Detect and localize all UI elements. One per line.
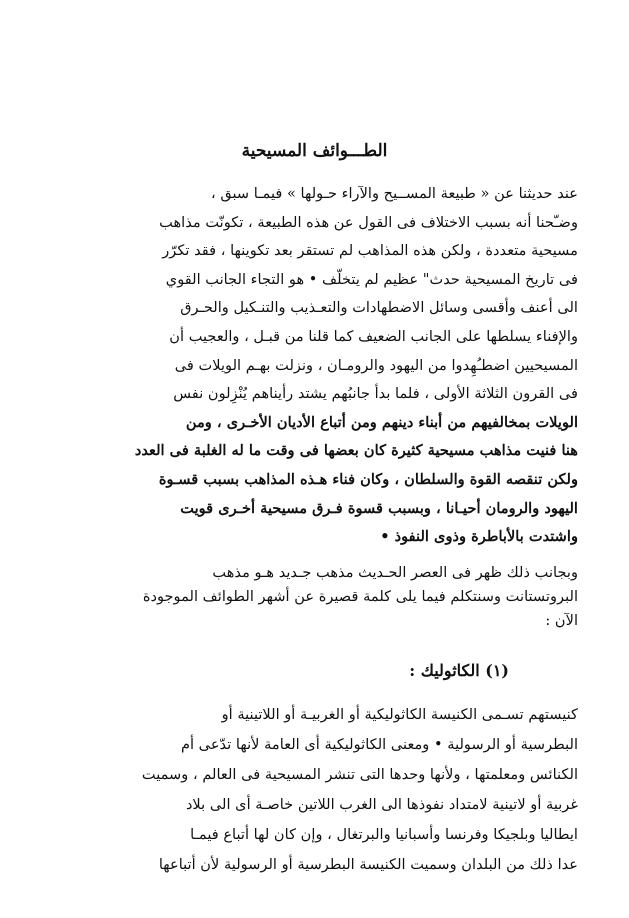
catholic-paragraph <box>22 700 578 880</box>
page-title: الطـــوائف المسيحية <box>241 141 388 161</box>
text-line: والإفناء يسلطها على الجانب الضعيف كما قلنا من قبـل ، والعجيب أن <box>169 327 578 345</box>
text-line: مسيحية متعددة ، ولكن هذه المذاهب لم تستقر بعد تكوينها ، فقد تكرّر <box>162 242 578 260</box>
text-line: البروتستانت وسنتكلم فيما يلى كلمة قصيرة عن أشهر الطوائف الموجودة <box>142 588 578 605</box>
text-line: واشتدت بالأباطرة وذوى النفوذ • <box>380 528 578 546</box>
catholic-heading: (١) الكاثوليك : <box>409 661 509 680</box>
text-line: فى تاريخ المسيحية حدث" عظيم لم يتخلّف • هو التجاء الجانب القوي <box>165 270 578 288</box>
text-line: كنيستهم تسـمى الكنيسة الكاثوليكية أو الغربيـة أو اللاتينية أو <box>221 706 578 723</box>
text-line: عند حديثنا عن « طبيعة المســيح والآراء حـولها » فيمـا سبق ، <box>211 185 578 202</box>
text-line: ولكن تنقصه القوة والسلطان ، وكان فناء هـذه المذاهب بسبب قسـوة <box>158 470 578 488</box>
text-line: المسيحيين اضطـُهِدوا من اليهود والرومـان ، ونزلت بهـم الويلات فى <box>174 356 578 374</box>
protestant-paragraph <box>22 561 578 633</box>
text-line: اليهود والرومان أحيـانا ، وبسبب قسوة فـرق مسيحية أخـرى قويت <box>180 499 578 517</box>
text-line: الويلات بمخالفيهم من أبناء دينهم ومن أتباع الأديان الأخـرى ، ومن <box>185 413 578 431</box>
intro-paragraph <box>22 180 578 552</box>
text-line: الكنائس ومعلمتها ، ولأنها وحدها التى تنشر المسيحية فى العالم ، وسميت <box>141 766 578 783</box>
text-line: البطرسية أو الرسولية • ومعنى الكاثوليكية أى العامة لأنها تدّعى أم <box>180 736 578 753</box>
text-line: هنا فنيت مذاهب مسيحية كثيرة كان بعضها فى وقت ما له الغلبة فى العدد <box>134 442 578 460</box>
text-line: الى أعنف وأقسى وسائل الاضطهادات والتعـذيب والتنـكيل والحـرق <box>180 299 578 317</box>
text-line: الآن : <box>545 612 578 629</box>
text-line: عدا ذلك من البلدان وسميت الكنيسة البطرسية أو الرسولية لأن أتباعها <box>158 856 578 873</box>
text-line: ايطاليا وبلجيكا وفرنسا وأسبانيا والبرتغال ، وإن كان لها أتباع فيمـا <box>190 826 578 843</box>
text-line: وضـّحنا أنه بسبب الاختلاف فى القول عن هذه الطبيعة ، تكونّت مذاهب <box>159 213 578 231</box>
text-line: غربية أو لاتينية لامتداد نفوذها الى الغرب اللاتين خاصـة أى الى بلاد <box>185 796 578 813</box>
text-line: فى القرون الثلاثة الأولى ، فلما بدأ جانبُهم يشتد رأيناهم يُنْزِلون نفس <box>173 385 578 403</box>
text-line: وبجانب ذلك ظهر فى العصر الحـديث مذهب جـديد هـو مذهب <box>212 564 578 581</box>
